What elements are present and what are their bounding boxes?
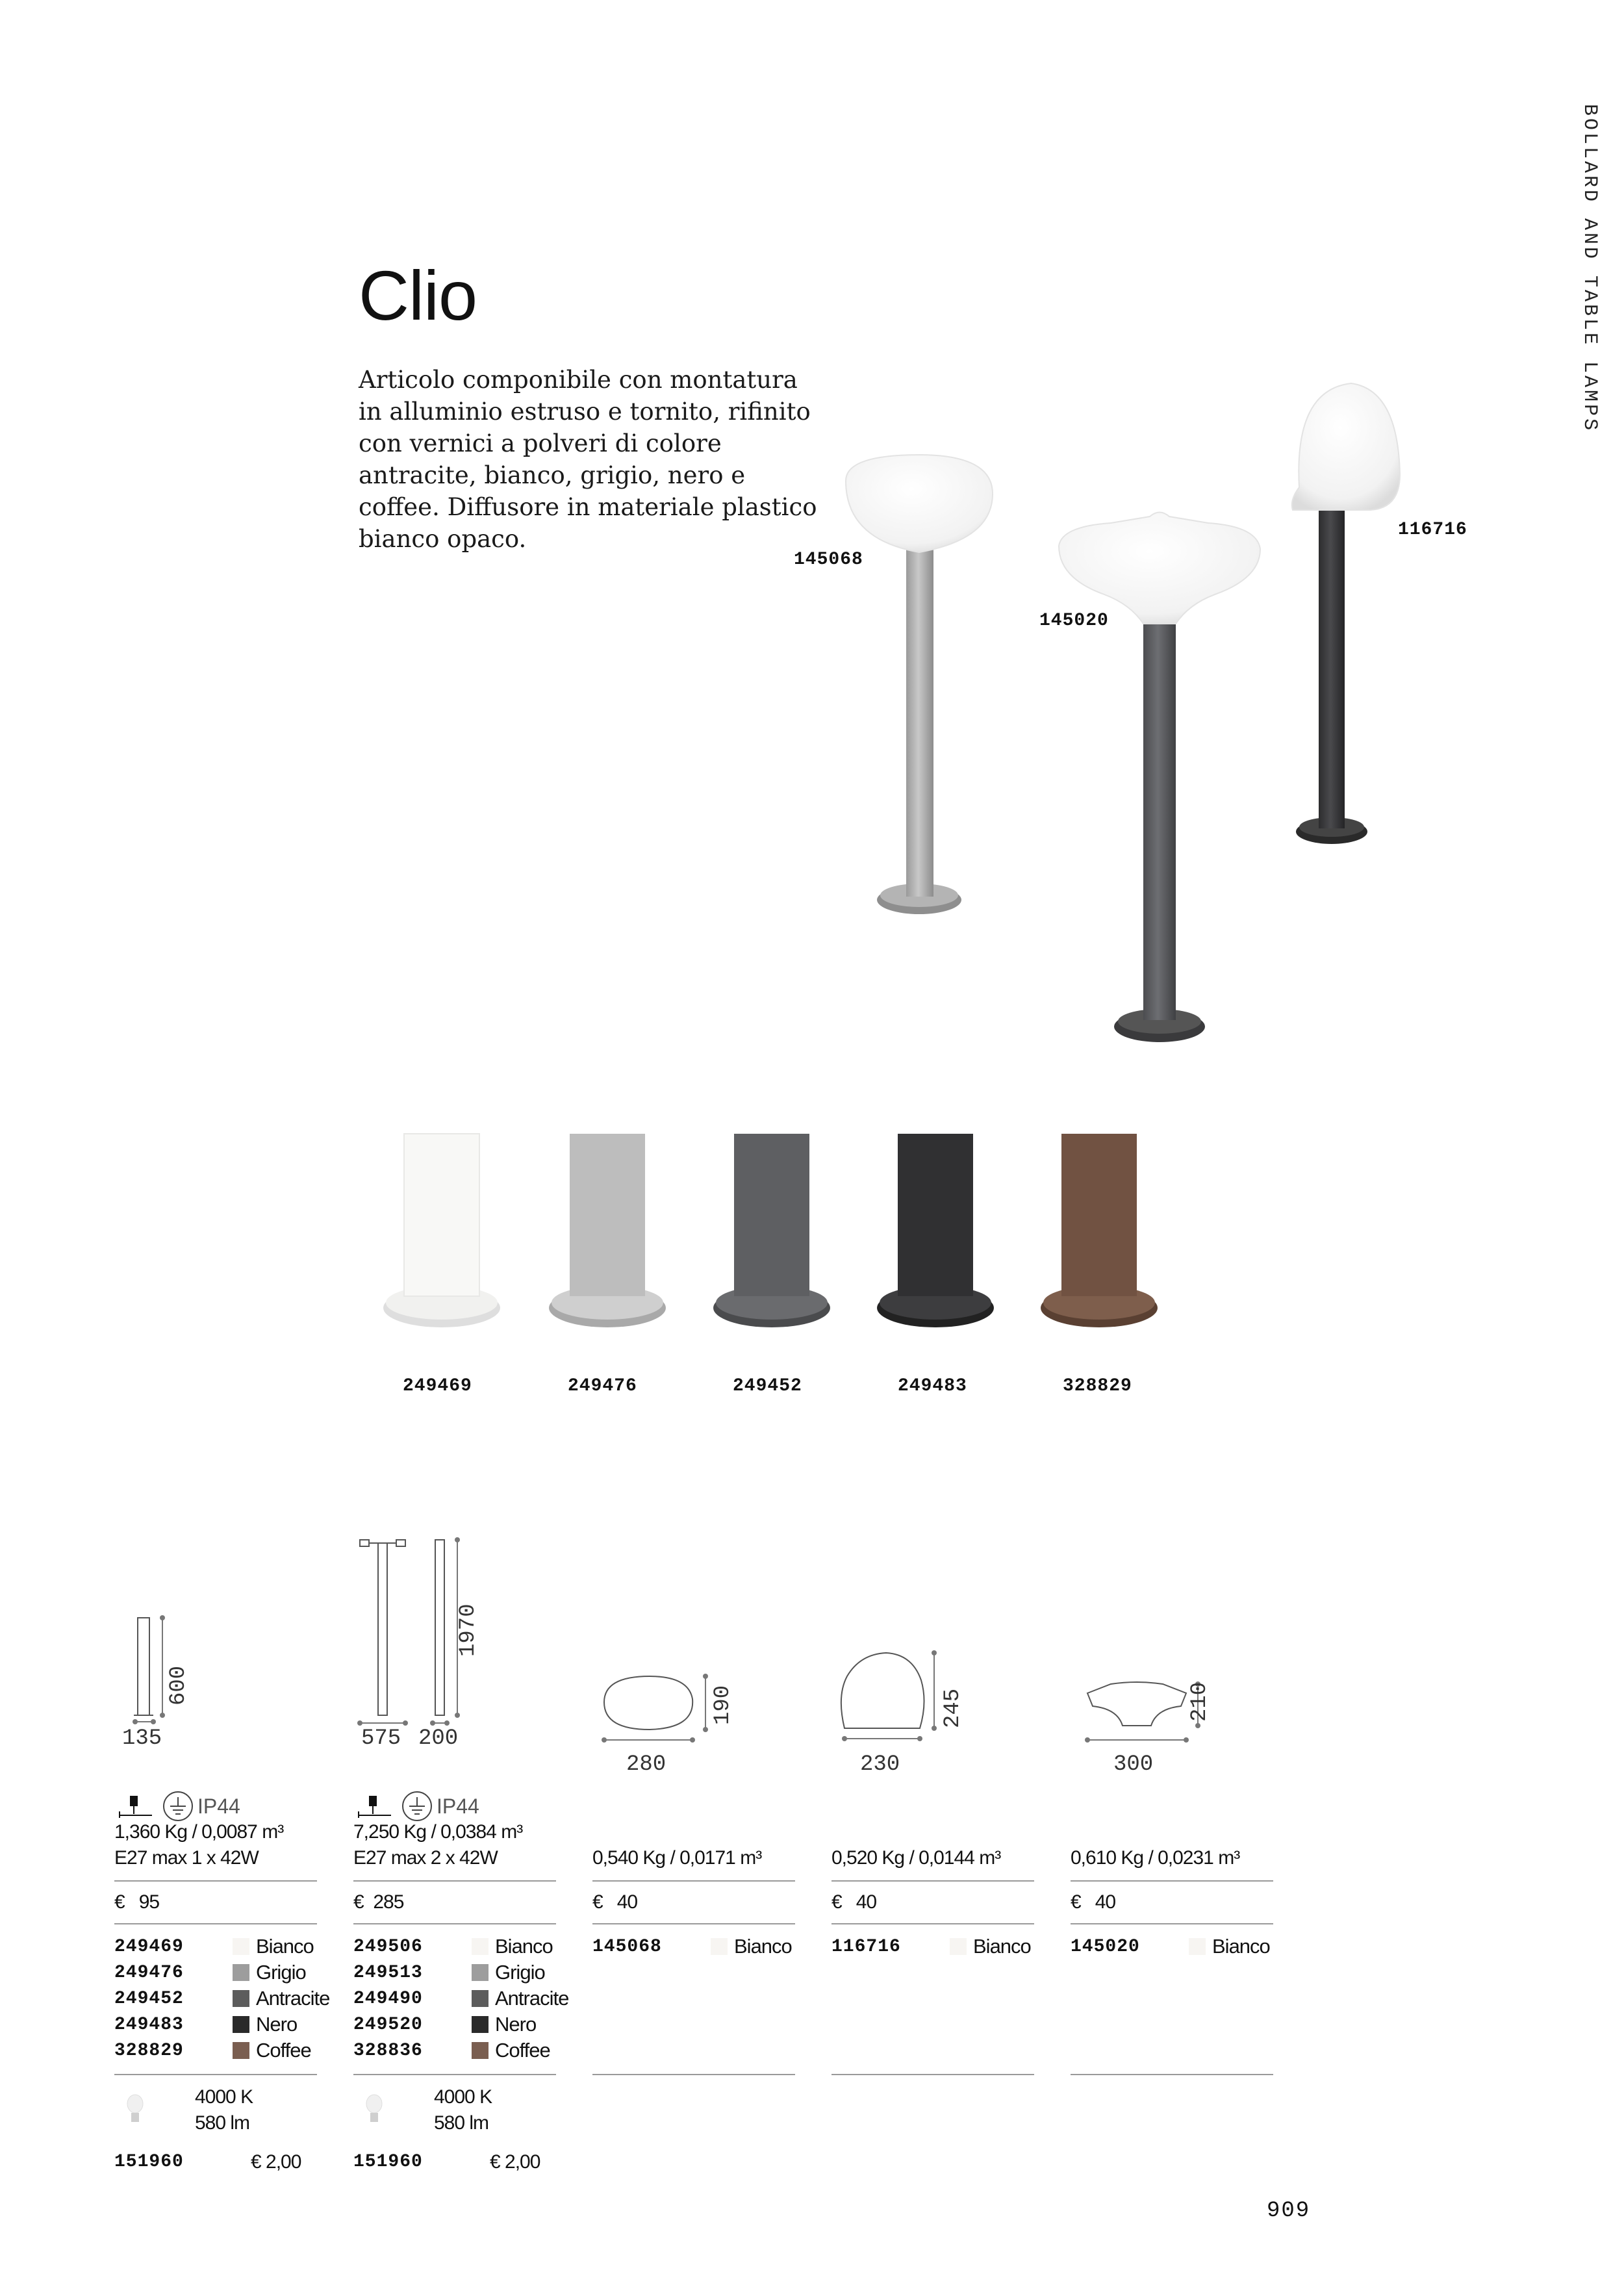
- lamp-price: € 2,00: [251, 2151, 301, 2173]
- color-option-row: [353, 1986, 568, 2012]
- dimension-width: 135: [122, 1726, 162, 1751]
- weight-volume: 1,360 Kg / 0,0087 m³: [114, 1821, 284, 1843]
- variant-white-image: [383, 1134, 500, 1327]
- color-option-row: [831, 1934, 1031, 1960]
- product-description: Articolo componibile con montatura in alluminio estruso e tornito, rifinito con vernici a polveri di colore antracite, bianco, grigio, nero e coffee. Diffusore in materiale plastico bianco opaco.: [359, 366, 817, 553]
- currency: €: [1071, 1891, 1081, 1913]
- color-name: Nero: [495, 2013, 537, 2036]
- color-swatch: [950, 1938, 967, 1955]
- variant-anthracite-image: [713, 1134, 830, 1327]
- product-code: 249520: [353, 2014, 423, 2035]
- color-option-row: [592, 1934, 792, 1960]
- variant-code: 249483: [898, 1376, 967, 1396]
- hero-product-image: [767, 364, 1520, 1066]
- color-swatch: [233, 1964, 249, 1981]
- dimension-height: 1970: [456, 1603, 481, 1657]
- color-swatch: [472, 1990, 488, 2007]
- lamp-code: 151960: [353, 2152, 423, 2172]
- variant-color-images: [364, 1127, 1208, 1342]
- currency: €: [592, 1891, 603, 1913]
- ip-rating-row: [355, 1789, 479, 1823]
- color-name: Antracite: [256, 1987, 330, 2010]
- earth-ground-icon: [400, 1789, 434, 1823]
- color-option-row: [353, 2038, 550, 2063]
- dimension-height: 600: [166, 1665, 191, 1706]
- color-option-row: [353, 2012, 536, 2038]
- dimension-width: 300: [1113, 1752, 1154, 1777]
- earth-ground-icon: [161, 1789, 195, 1823]
- lamp-lumen: 580 lm: [434, 2112, 489, 2134]
- color-name: Coffee: [256, 2039, 311, 2062]
- color-swatch: [1189, 1938, 1206, 1955]
- dimension-width: 200: [418, 1726, 459, 1751]
- variant-black-image: [877, 1134, 994, 1327]
- product-code: 249506: [353, 1936, 423, 1957]
- color-swatch: [233, 1990, 249, 2007]
- color-name: Antracite: [495, 1987, 569, 2010]
- currency: €: [831, 1891, 842, 1913]
- color-option-row: [114, 1986, 329, 2012]
- weight-volume: 0,540 Kg / 0,0171 m³: [592, 1847, 762, 1869]
- price: [114, 1889, 159, 1915]
- color-name: Bianco: [256, 1935, 314, 1958]
- price-value: 40: [616, 1891, 638, 1913]
- ground-install-icon: [355, 1792, 394, 1820]
- color-option-row: [1071, 1934, 1270, 1960]
- product-code: 116716: [831, 1936, 901, 1957]
- dimension-height: 190: [711, 1685, 735, 1725]
- color-swatch: [472, 2016, 488, 2033]
- product-code: 145020: [1071, 1936, 1140, 1957]
- color-name: Bianco: [734, 1935, 792, 1958]
- color-swatch: [233, 2016, 249, 2033]
- ip-rating: IP44: [197, 1794, 240, 1818]
- price: [831, 1889, 876, 1915]
- product-code: 249452: [114, 1988, 184, 2009]
- color-name: Coffee: [495, 2039, 550, 2062]
- dimension-width: 230: [860, 1752, 900, 1777]
- variant-coffee-image: [1041, 1134, 1158, 1327]
- lamp-code: 151960: [114, 2152, 184, 2172]
- product-code: 249476: [114, 1962, 184, 1983]
- color-swatch: [233, 2042, 249, 2059]
- price: [1071, 1889, 1115, 1915]
- product-code: 249483: [114, 2014, 184, 2035]
- color-name: Grigio: [495, 1961, 545, 1984]
- weight-volume: 0,610 Kg / 0,0231 m³: [1071, 1847, 1240, 1869]
- weight-volume: 7,250 Kg / 0,0384 m³: [353, 1821, 523, 1843]
- color-swatch: [472, 1964, 488, 1981]
- product-code: 145068: [592, 1936, 662, 1957]
- currency: €: [353, 1891, 364, 1913]
- color-swatch: [233, 1938, 249, 1955]
- dimension-height: 210: [1187, 1681, 1212, 1722]
- color-swatch: [711, 1938, 728, 1955]
- weight-volume: 0,520 Kg / 0,0144 m³: [831, 1847, 1001, 1869]
- dimension-width: 575: [361, 1726, 401, 1751]
- bulb-spec: E27 max 2 x 42W: [353, 1847, 498, 1869]
- price-value: 40: [856, 1891, 877, 1913]
- lamp-temperature: 4000 K: [434, 2086, 492, 2108]
- price-value: 95: [138, 1891, 160, 1913]
- ground-install-icon: [116, 1792, 155, 1820]
- color-name: Bianco: [495, 1935, 553, 1958]
- color-option-row: [114, 2038, 311, 2063]
- currency: €: [114, 1891, 125, 1913]
- page-title: Clio: [359, 256, 477, 335]
- price-value: 285: [373, 1891, 404, 1913]
- lamp-price: € 2,00: [490, 2151, 540, 2173]
- color-option-row: [114, 1934, 314, 1960]
- section-side-label: BOLLARD AND TABLE LAMPS: [1579, 104, 1601, 433]
- lamp-temperature: 4000 K: [195, 2086, 253, 2108]
- price-value: 40: [1095, 1891, 1116, 1913]
- color-name: Bianco: [1212, 1935, 1270, 1958]
- variant-code: 328829: [1063, 1376, 1132, 1396]
- variant-code: 249469: [403, 1376, 472, 1396]
- product-code: 249513: [353, 1962, 423, 1983]
- hero-code-145068: 145068: [794, 550, 863, 570]
- price: [353, 1889, 403, 1915]
- ip-rating-row: [116, 1789, 240, 1823]
- variant-code: 249452: [733, 1376, 802, 1396]
- product-code: 328829: [114, 2040, 184, 2061]
- hero-code-116716: 116716: [1398, 520, 1467, 540]
- page-number: 909: [1267, 2199, 1311, 2223]
- variant-code: 249476: [568, 1376, 637, 1396]
- bulb-spec: E27 max 1 x 42W: [114, 1847, 259, 1869]
- color-option-row: [353, 1934, 553, 1960]
- color-option-row: [114, 1960, 306, 1986]
- dimension-width: 280: [626, 1752, 666, 1777]
- hero-code-145020: 145020: [1039, 611, 1109, 631]
- dimension-height: 245: [941, 1688, 965, 1728]
- color-option-row: [353, 1960, 545, 1986]
- dimension-drawing-bollard-double: [351, 1527, 520, 1741]
- color-name: Bianco: [973, 1935, 1031, 1958]
- color-name: Nero: [256, 2013, 298, 2036]
- lamp-lumen: 580 lm: [195, 2112, 250, 2134]
- product-code: 328836: [353, 2040, 423, 2061]
- ip-rating: IP44: [437, 1794, 479, 1818]
- light-bulb-icon: [123, 2092, 147, 2127]
- product-code: 249469: [114, 1936, 184, 1957]
- color-option-row: [114, 2012, 297, 2038]
- product-code: 249490: [353, 1988, 423, 2009]
- light-bulb-icon: [362, 2092, 386, 2127]
- color-name: Grigio: [256, 1961, 306, 1984]
- price: [592, 1889, 637, 1915]
- color-swatch: [472, 1938, 488, 1955]
- color-swatch: [472, 2042, 488, 2059]
- variant-grey-image: [549, 1134, 666, 1327]
